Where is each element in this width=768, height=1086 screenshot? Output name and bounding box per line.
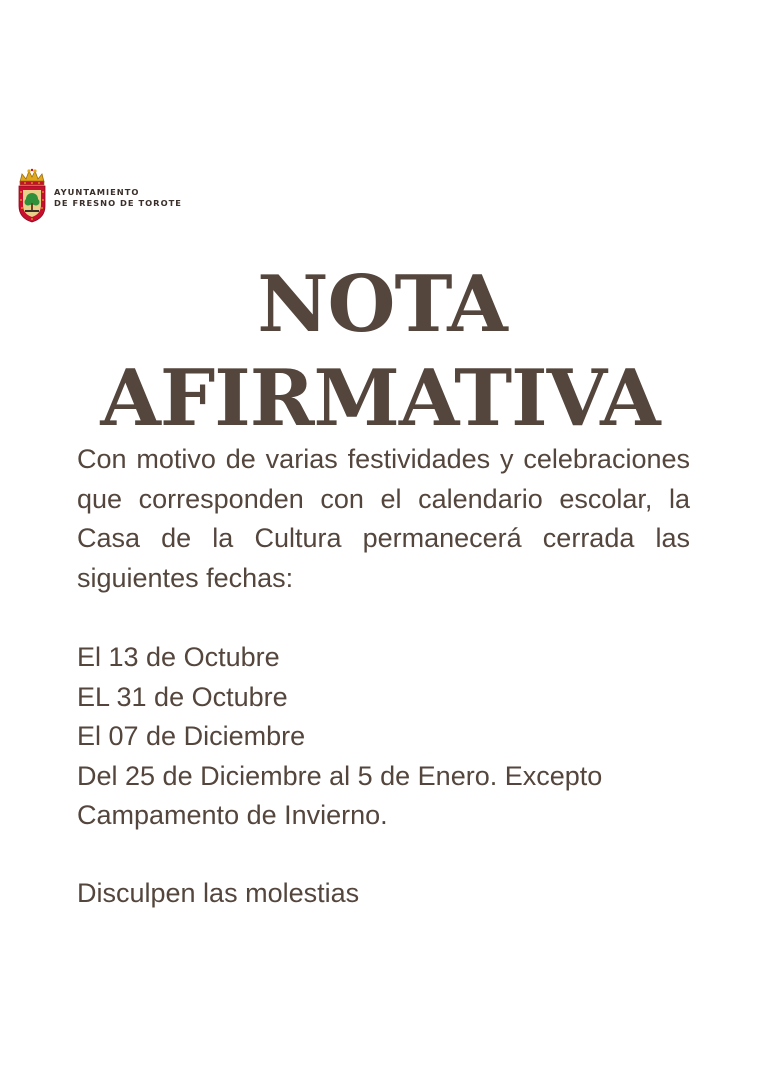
municipal-coat-of-arms-icon [16,168,48,224]
organization-name-line-2: DE FRESNO DE TOROTE [54,198,182,208]
organization-name [54,187,182,209]
closing-apology: Disculpen las molestias [77,877,360,908]
closure-date-item: Del 25 de Diciembre al 5 de Enero. Excepto Campamento de Invierno. [77,760,603,830]
closure-date-item: El 07 de Diciembre [77,721,306,751]
closure-date-item: El 13 de Octubre [77,642,280,672]
notice-title-line-2: AFIRMATIVA [100,353,660,444]
organization-name-line-1: AYUNTAMIENTO [54,187,140,197]
closure-dates-list [77,638,690,836]
notice-body [77,440,690,913]
municipality-logo [16,168,182,224]
notice-intro: Con motivo de varias festividades y celebraciones que corresponden con el calendario escolar, la Casa de la Cultura permanecerá cerrada las siguientes fechas: [77,444,690,593]
closure-date-item: EL 31 de Octubre [77,681,288,712]
notice-title-line-1: NOTA [257,259,507,350]
